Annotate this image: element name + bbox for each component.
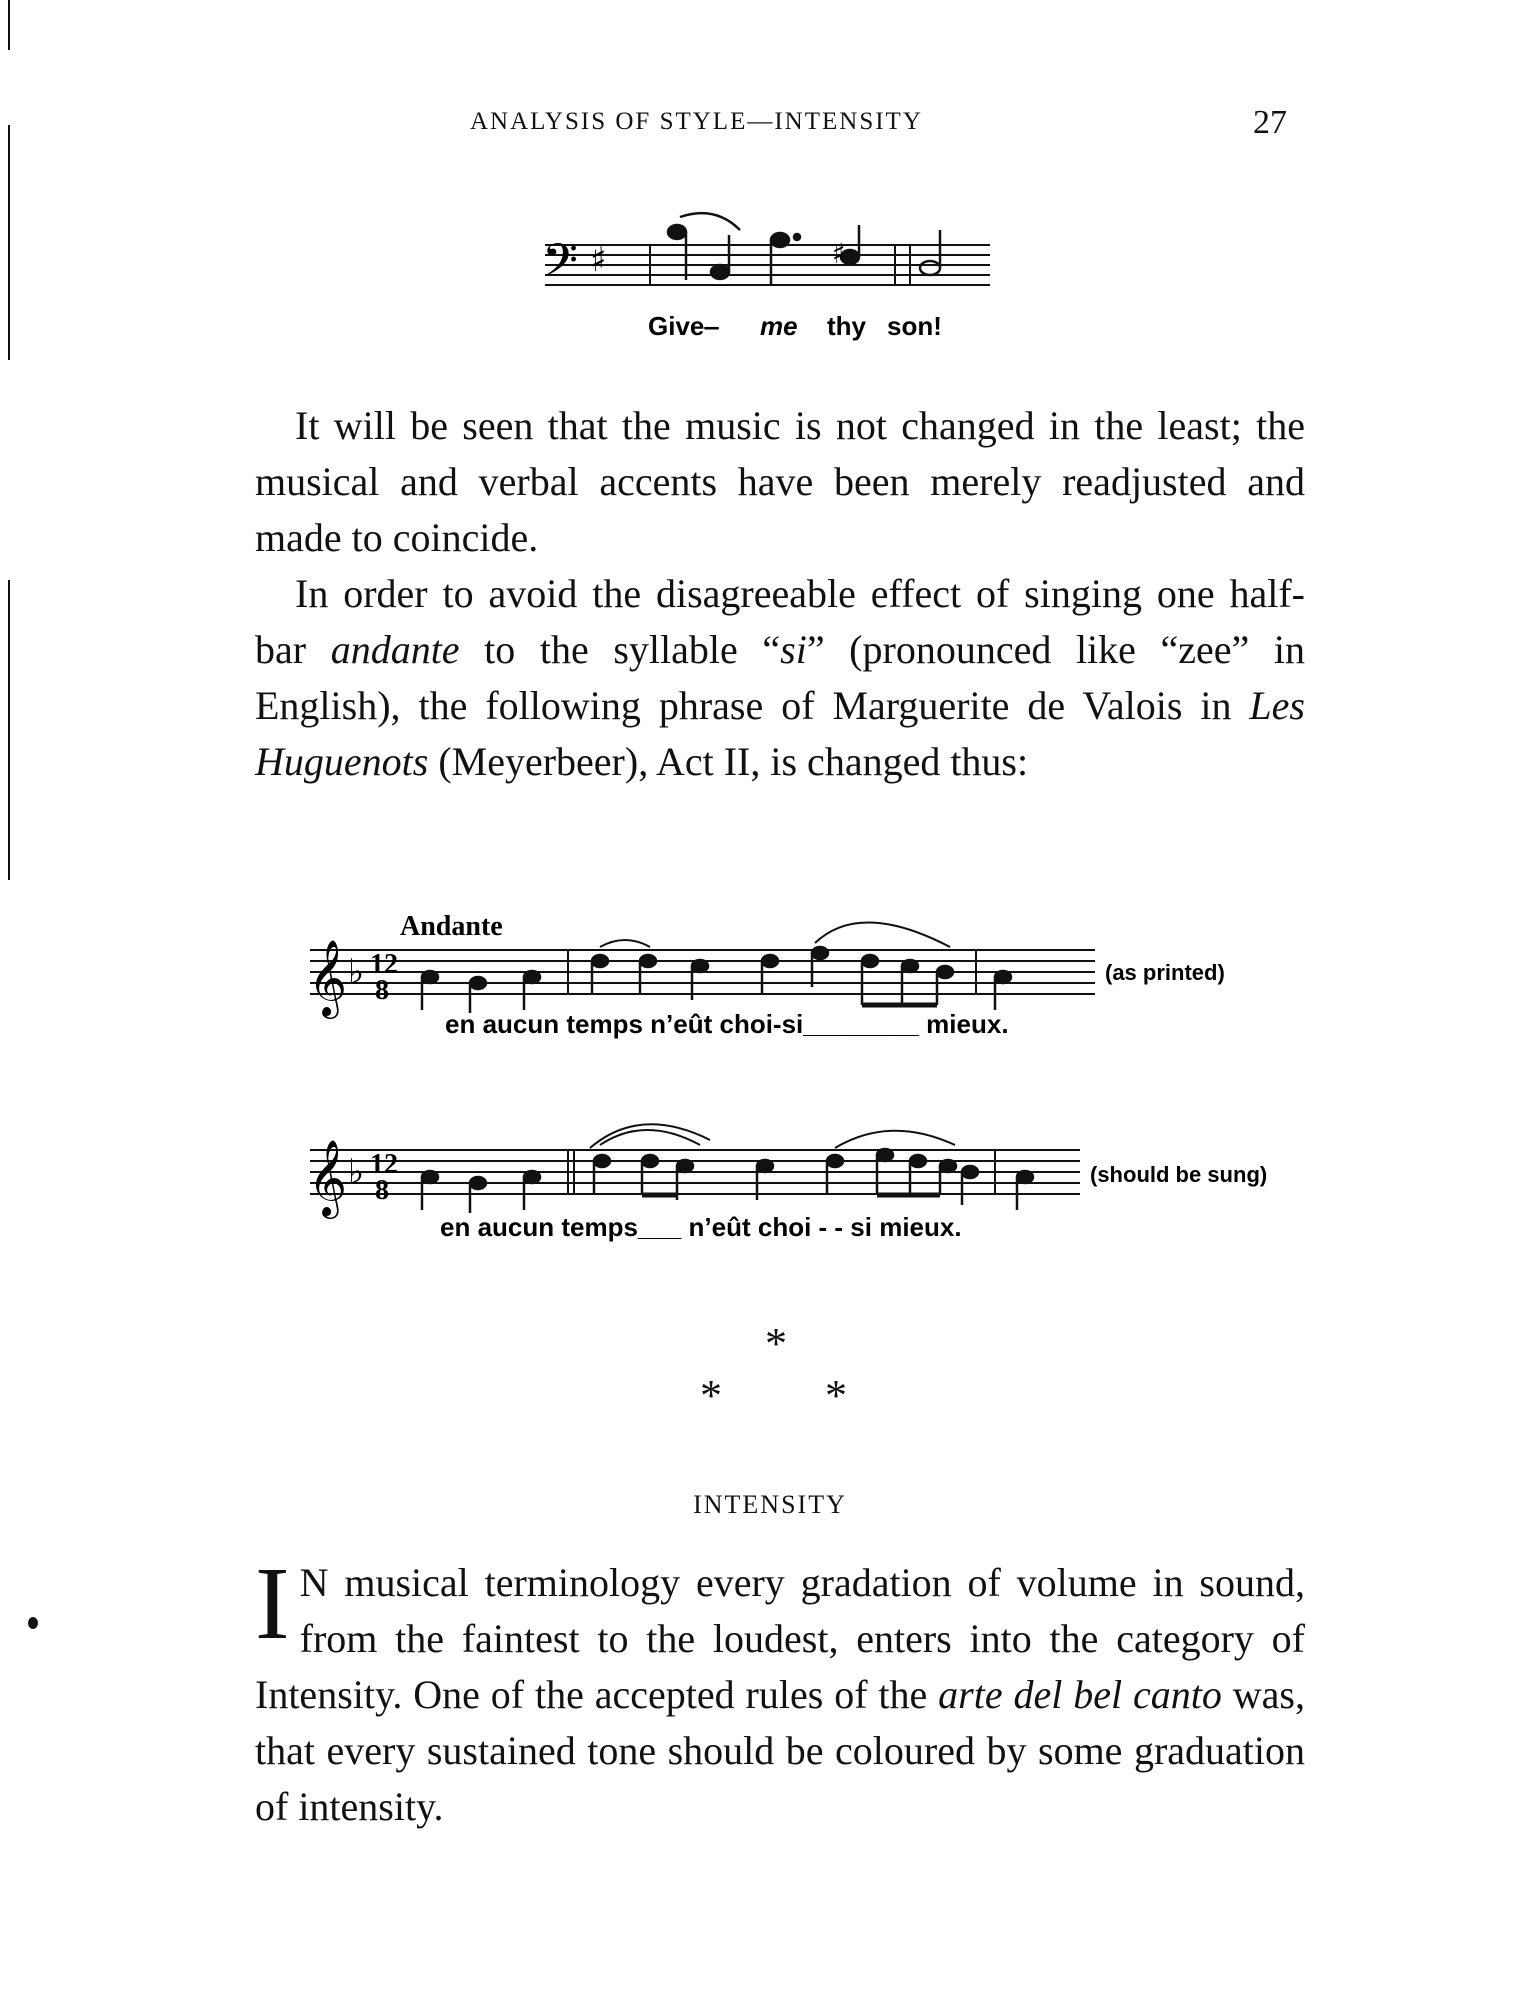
- treble-staff-svg-2: [300, 1110, 1310, 1260]
- svg-text:♯: ♯: [832, 237, 846, 270]
- paragraph-2-text: (Meyerbeer), Act II, is changed thus:: [428, 739, 1029, 784]
- ink-blot: [28, 1617, 38, 1629]
- italic-andante: andante: [330, 627, 460, 672]
- drop-cap: I: [255, 1546, 290, 1661]
- scan-edge-mark: [8, 125, 10, 360]
- treble-clef-icon: 𝄞: [308, 1139, 348, 1216]
- running-header: ANALYSIS OF STYLE—INTENSITY: [470, 108, 923, 135]
- asterism: [700, 1318, 880, 1418]
- lyrics-should-be-sung: en aucun temps___ n’eût choi - - si mieux.: [440, 1212, 962, 1242]
- scan-edge-mark: [8, 580, 10, 880]
- treble-clef-icon: 𝄞: [308, 939, 348, 1016]
- body-text-lower: [255, 1546, 1305, 1835]
- flat-icon: ♭: [348, 952, 365, 992]
- bass-clef-icon: 𝄢: [542, 234, 579, 299]
- asterism-star: *: [765, 1319, 787, 1368]
- lyrics-as-printed: en aucun temps n’eût choi-si________ mieux.: [445, 1009, 1009, 1039]
- italic-arte-del-bel-canto: arte del bel canto: [938, 1672, 1222, 1717]
- paragraph-3-text: N musical terminology every gradation of volume in sound, from the faintest to the loudest, enters into the category of Intensity. One of the accepted rules of the: [255, 1560, 1305, 1717]
- annotation-as-printed: (as printed): [1105, 960, 1225, 985]
- italic-si: si: [780, 627, 807, 672]
- paragraph-3-text: was, that every sustained tone should be coloured by some graduation of intensity.: [255, 1672, 1305, 1829]
- paragraph-3: [255, 1546, 1305, 1835]
- lyric-thy: thy: [827, 311, 866, 341]
- paragraph-2: [255, 566, 1305, 790]
- lyric-give: Give‒: [648, 311, 719, 341]
- paragraph-2-text: ” (pronounced like “zee” in English), the following phrase of Marguerite de Valois in: [255, 627, 1306, 728]
- annotation-should-be-sung: (should be sung): [1090, 1162, 1268, 1187]
- music-example-should-be-sung: [300, 1110, 1310, 1260]
- sharp-icon: ♯: [590, 240, 607, 280]
- flat-icon: ♭: [348, 1152, 365, 1192]
- page-number: 27: [1253, 104, 1287, 141]
- lyric-son: son!: [887, 311, 942, 341]
- paragraph-2-text: In order to avoid the disagreeable effect of singing one half-bar: [255, 571, 1305, 672]
- music-example-as-printed: [300, 905, 1300, 1055]
- lyric-me: me: [760, 311, 798, 341]
- time-signature-bottom: 8: [375, 1175, 389, 1206]
- treble-staff-svg-1: [300, 905, 1300, 1055]
- italic-opera-title: Les Huguenots: [255, 683, 1305, 784]
- asterism-star: *: [700, 1371, 722, 1420]
- paragraph-2-text: to the syllable “: [459, 627, 781, 672]
- body-text-upper: [255, 398, 1305, 790]
- time-signature-top: 12: [370, 949, 398, 980]
- section-heading: INTENSITY: [693, 1490, 847, 1519]
- asterism-star: *: [825, 1371, 847, 1420]
- time-signature-bottom: 8: [375, 975, 389, 1006]
- tempo-marking: Andante: [400, 911, 503, 942]
- bass-staff-svg: [530, 205, 1000, 345]
- scan-edge-mark: [8, 0, 10, 50]
- paragraph-1: It will be seen that the music is not changed in the least; the musical and verbal accents have been merely readjusted and made to coincide.: [255, 403, 1305, 560]
- music-example-bass: [530, 205, 1000, 345]
- time-signature-top: 12: [370, 1149, 398, 1180]
